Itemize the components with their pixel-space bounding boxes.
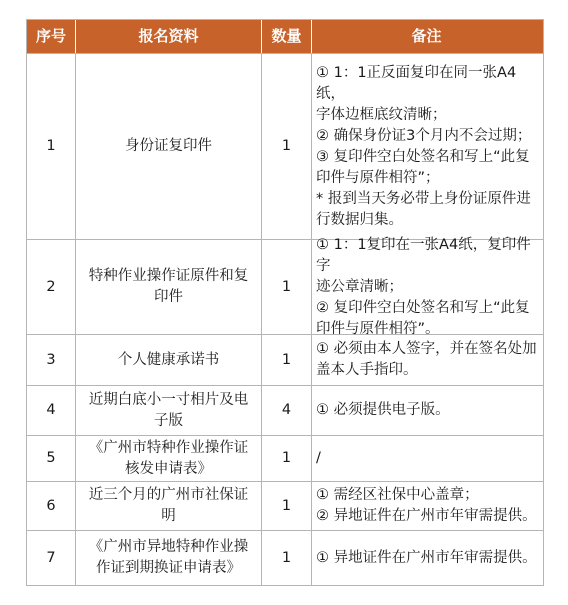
remark-line: 字体边框底纹清晰； <box>316 106 447 123</box>
remark-line: 迹公章清晰； <box>316 278 403 295</box>
row-index: 3 <box>27 335 76 385</box>
remark-line: ① 异地证件在广州市年审需提供。 <box>316 549 537 566</box>
remark-line: 盖本人手指印。 <box>316 362 418 378</box>
row-index: 6 <box>27 482 76 530</box>
row-index: 5 <box>27 436 76 481</box>
header-index: 序号 <box>27 20 76 53</box>
row-index: 2 <box>27 240 76 334</box>
row-material: 特种作业操作证原件和复印件 <box>76 240 262 334</box>
row-remarks <box>312 236 543 337</box>
header-material: 报名资料 <box>76 20 262 53</box>
remark-line: ② 确保身份证3个月内不会过期； <box>316 127 532 144</box>
remark-line: 行数据归集。 <box>316 211 403 228</box>
table-row <box>27 236 543 337</box>
row-material: 《广州市特种作业操作证核发申请表》 <box>76 436 262 481</box>
row-remarks <box>312 436 543 481</box>
row-quantity: 1 <box>262 482 312 530</box>
remark-line: ① 1：1正反面复印在同一张A4纸， <box>316 64 517 102</box>
table-row <box>27 482 543 531</box>
remark-line: * 报到当天务必带上身份证原件进 <box>316 190 531 207</box>
header-remarks: 备注 <box>411 27 442 45</box>
table-row <box>27 386 543 436</box>
remark-line: ① 必须由本人签字，并在签名处加 <box>316 341 537 357</box>
row-index: 4 <box>27 386 76 435</box>
row-material: 《广州市异地特种作业操作证到期换证申请表》 <box>76 531 262 585</box>
table-row <box>27 54 543 240</box>
row-material: 近期白底小一寸相片及电子版 <box>76 386 262 435</box>
row-index: 1 <box>27 54 76 239</box>
row-quantity: 1 <box>262 531 312 585</box>
header-quantity: 数量 <box>262 20 312 53</box>
row-material: 近三个月的广州市社保证明 <box>76 482 262 530</box>
row-index: 7 <box>27 531 76 585</box>
table-row <box>27 436 543 482</box>
row-quantity: 1 <box>262 240 312 334</box>
row-remarks <box>312 54 543 239</box>
row-remarks <box>312 482 543 530</box>
remark-line: ① 需经区社保中心盖章； <box>316 487 479 503</box>
table-header-row <box>27 20 543 54</box>
row-quantity: 1 <box>262 436 312 481</box>
row-remarks <box>312 386 543 435</box>
row-material: 身份证复印件 <box>76 54 262 239</box>
remark-line: ② 复印件空白处签名和写上“此复 <box>316 299 530 316</box>
remark-line: 印件与原件相符”。 <box>316 320 440 337</box>
remark-line: ① 1：1复印在一张A4纸，复印件字 <box>316 236 531 274</box>
row-remarks <box>312 335 543 385</box>
row-quantity: 4 <box>262 386 312 435</box>
row-material: 个人健康承诺书 <box>76 335 262 385</box>
remark-line: ③ 复印件空白处签名和写上“此复 <box>316 148 530 165</box>
remark-line: ① 必须提供电子版。 <box>316 402 450 418</box>
row-remarks <box>312 531 543 585</box>
remark-line: 印件与原件相符”； <box>316 169 440 186</box>
table-row <box>27 335 543 386</box>
remark-line: / <box>316 450 321 466</box>
registration-materials-table <box>26 19 544 586</box>
table-row <box>27 531 543 585</box>
remark-line: ② 异地证件在广州市年审需提供。 <box>316 508 537 524</box>
row-quantity: 1 <box>262 335 312 385</box>
row-quantity: 1 <box>262 54 312 239</box>
